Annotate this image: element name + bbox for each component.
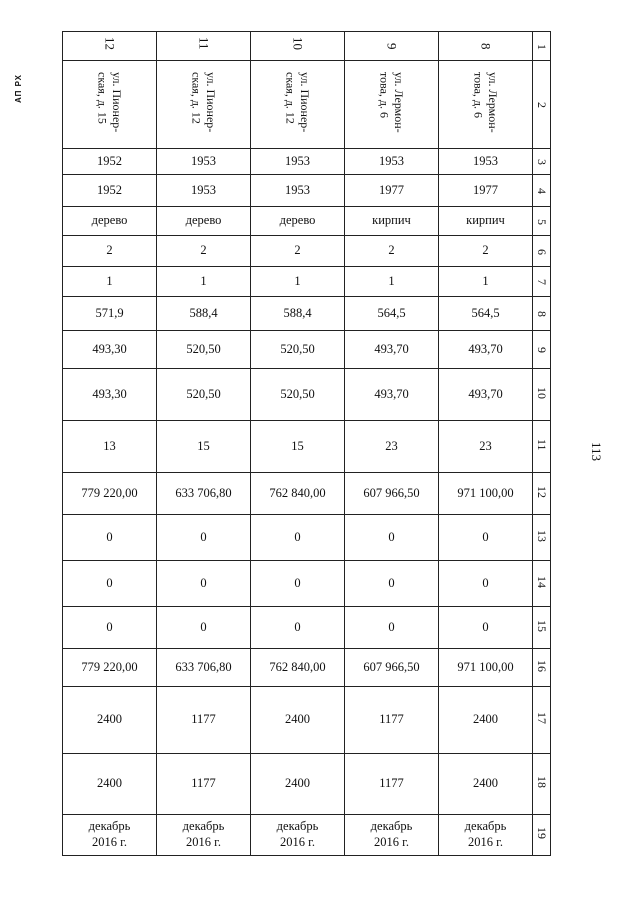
record-number-cell: 10 [251, 32, 345, 61]
entrances-cell: 1 [439, 267, 533, 297]
local-budget-cell: 0 [63, 607, 157, 649]
unit-cost-cell: 1177 [157, 687, 251, 754]
local-budget-cell: 0 [251, 607, 345, 649]
owners-funds-cell: 762 840,00 [251, 649, 345, 687]
cost-total-cell: 779 220,00 [63, 473, 157, 515]
residents-cell: 15 [157, 421, 251, 473]
floors-cell: 2 [251, 236, 345, 267]
owners-funds-cell: 971 100,00 [439, 649, 533, 687]
address-cell: ул. Лермон- това, д. 6 [345, 61, 439, 149]
limit-cost-cell: 1177 [157, 754, 251, 815]
address-cell: ул. Пионер- ская, д. 12 [251, 61, 345, 149]
column-number: 9 [533, 331, 551, 369]
column-number: 3 [533, 149, 551, 175]
total-area-cell: 564,5 [345, 297, 439, 331]
year-cell: 1952 [63, 175, 157, 207]
record-number-cell: 9 [345, 32, 439, 61]
year-cell: 1977 [345, 175, 439, 207]
record-number-cell: 12 [63, 32, 157, 61]
record-number-cell: 8 [439, 32, 533, 61]
completion-date-cell: декабрь 2016 г. [63, 815, 157, 856]
archive-stamp-label: АП РХ [14, 74, 23, 104]
column-number: 13 [533, 515, 551, 561]
owners-funds-cell: 607 966,50 [345, 649, 439, 687]
floors-cell: 2 [157, 236, 251, 267]
completion-date-cell: декабрь 2016 г. [345, 815, 439, 856]
fund-cell: 0 [157, 515, 251, 561]
completion-date-cell: декабрь 2016 г. [251, 815, 345, 856]
area-cell: 493,70 [439, 331, 533, 369]
year-cell: 1977 [439, 175, 533, 207]
material-cell: кирпич [439, 207, 533, 236]
column-number: 18 [533, 754, 551, 815]
year-built-cell: 1952 [63, 149, 157, 175]
area-cell: 493,30 [63, 331, 157, 369]
residents-cell: 23 [439, 421, 533, 473]
entrances-cell: 1 [251, 267, 345, 297]
column-number: 7 [533, 267, 551, 297]
fund-cell: 0 [439, 515, 533, 561]
page-number: 113 [589, 442, 604, 462]
fund-cell: 0 [251, 515, 345, 561]
cost-total-cell: 762 840,00 [251, 473, 345, 515]
column-number: 4 [533, 175, 551, 207]
column-number: 8 [533, 297, 551, 331]
limit-cost-cell: 2400 [439, 754, 533, 815]
material-cell: дерево [251, 207, 345, 236]
limit-cost-cell: 2400 [251, 754, 345, 815]
unit-cost-cell: 2400 [251, 687, 345, 754]
column-number: 11 [533, 421, 551, 473]
unit-cost-cell: 2400 [63, 687, 157, 754]
local-budget-cell: 0 [345, 607, 439, 649]
column-number: 19 [533, 815, 551, 856]
residents-cell: 23 [345, 421, 439, 473]
housing-register-table [62, 31, 551, 856]
republic-budget-cell: 0 [157, 561, 251, 607]
residents-cell: 13 [63, 421, 157, 473]
floors-cell: 2 [439, 236, 533, 267]
local-budget-cell: 0 [157, 607, 251, 649]
material-cell: дерево [157, 207, 251, 236]
republic-budget-cell: 0 [439, 561, 533, 607]
column-number: 5 [533, 207, 551, 236]
year-built-cell: 1953 [439, 149, 533, 175]
completion-date-cell: декабрь 2016 г. [439, 815, 533, 856]
residential-area-cell: 493,30 [63, 369, 157, 421]
column-number: 14 [533, 561, 551, 607]
local-budget-cell: 0 [439, 607, 533, 649]
cost-total-cell: 633 706,80 [157, 473, 251, 515]
cost-total-cell: 971 100,00 [439, 473, 533, 515]
address-cell: ул. Лермон- това, д. 6 [439, 61, 533, 149]
material-cell: кирпич [345, 207, 439, 236]
column-number: 17 [533, 687, 551, 754]
record-number-cell: 11 [157, 32, 251, 61]
entrances-cell: 1 [157, 267, 251, 297]
column-number: 15 [533, 607, 551, 649]
residential-area-cell: 493,70 [439, 369, 533, 421]
area-cell: 493,70 [345, 331, 439, 369]
material-cell: дерево [63, 207, 157, 236]
column-number: 1 [533, 32, 551, 61]
limit-cost-cell: 1177 [345, 754, 439, 815]
residential-area-cell: 520,50 [157, 369, 251, 421]
fund-cell: 0 [63, 515, 157, 561]
owners-funds-cell: 633 706,80 [157, 649, 251, 687]
entrances-cell: 1 [345, 267, 439, 297]
column-number: 12 [533, 473, 551, 515]
unit-cost-cell: 2400 [439, 687, 533, 754]
year-cell: 1953 [157, 175, 251, 207]
total-area-cell: 588,4 [157, 297, 251, 331]
limit-cost-cell: 2400 [63, 754, 157, 815]
year-built-cell: 1953 [157, 149, 251, 175]
owners-funds-cell: 779 220,00 [63, 649, 157, 687]
column-number: 6 [533, 236, 551, 267]
cost-total-cell: 607 966,50 [345, 473, 439, 515]
total-area-cell: 571,9 [63, 297, 157, 331]
year-cell: 1953 [251, 175, 345, 207]
area-cell: 520,50 [157, 331, 251, 369]
address-cell: ул. Пионер- ская, д. 12 [157, 61, 251, 149]
total-area-cell: 588,4 [251, 297, 345, 331]
total-area-cell: 564,5 [439, 297, 533, 331]
column-number: 2 [533, 61, 551, 149]
year-built-cell: 1953 [251, 149, 345, 175]
year-built-cell: 1953 [345, 149, 439, 175]
area-cell: 520,50 [251, 331, 345, 369]
unit-cost-cell: 1177 [345, 687, 439, 754]
republic-budget-cell: 0 [345, 561, 439, 607]
residents-cell: 15 [251, 421, 345, 473]
completion-date-cell: декабрь 2016 г. [157, 815, 251, 856]
floors-cell: 2 [63, 236, 157, 267]
address-cell: ул. Пионер- ская, д. 15 [63, 61, 157, 149]
column-number: 16 [533, 649, 551, 687]
column-number: 10 [533, 369, 551, 421]
residential-area-cell: 520,50 [251, 369, 345, 421]
republic-budget-cell: 0 [63, 561, 157, 607]
republic-budget-cell: 0 [251, 561, 345, 607]
entrances-cell: 1 [63, 267, 157, 297]
floors-cell: 2 [345, 236, 439, 267]
residential-area-cell: 493,70 [345, 369, 439, 421]
fund-cell: 0 [345, 515, 439, 561]
